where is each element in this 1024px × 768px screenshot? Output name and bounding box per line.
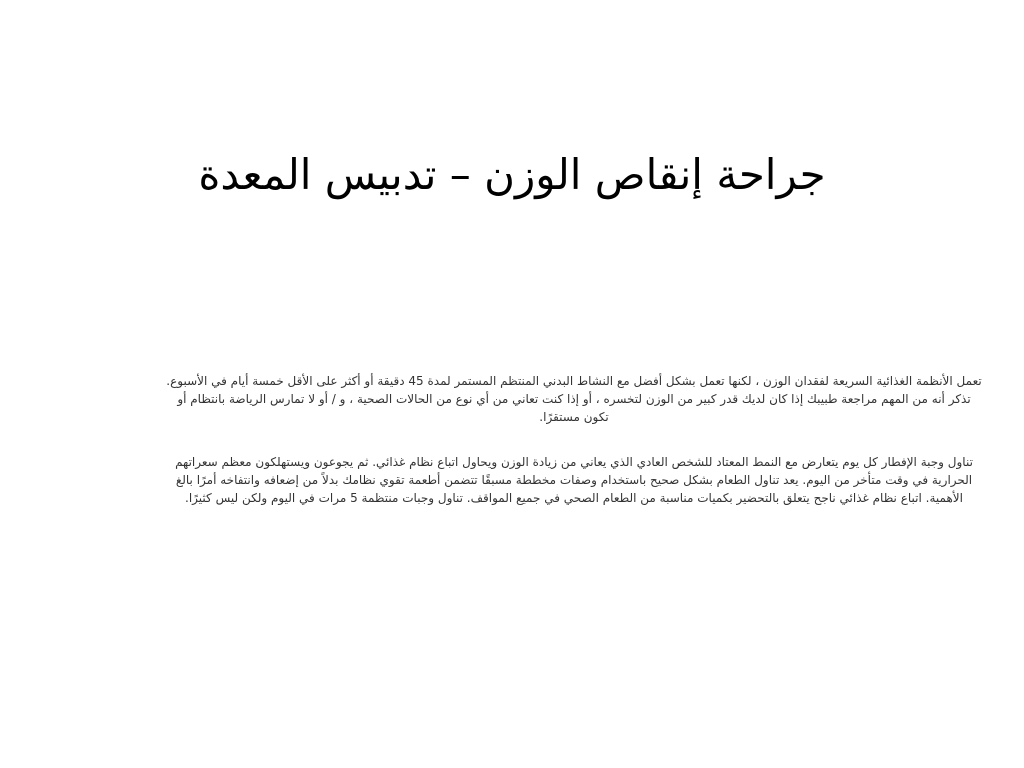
slide-body: [165, 372, 983, 534]
paragraph-2: تناول وجبة الإفطار كل يوم يتعارض مع النمط المعتاد للشخص العادي الذي يعاني من زيادة الوزن ويحاول اتباع نظام غذائي. ثم يجوعون ويستهلكون معظم سعراتهم الحرارية في وقت متأخر من اليوم. يعد تناول الطعام بشكل صحيح باستخدام وصفات مخططة مسبقًا تتضمن أطعمة تقوي نظامك بدلاً من إضعافه وانتفاخه أمرًا بالغ الأهمية. اتباع نظام غذائي ناجح يتعلق بالتحضير بكميات مناسبة من الطعام الصحي في جميع المواقف. تناول وجبات منتظمة 5 مرات في اليوم ولكن ليس كثيرًا.: [175, 455, 973, 505]
paragraph-1: تعمل الأنظمة الغذائية السريعة لفقدان الوزن ، لكنها تعمل بشكل أفضل مع النشاط البدني المنتظم المستمر لمدة 45 دقيقة أو أكثر على الأقل خمسة أيام في الأسبوع. تذكر أنه من المهم مراجعة طبيبك إذا كان لديك قدر كبير من الوزن لتخسره ، أو إذا كنت تعاني من أي نوع من الحالات الصحية ، و / أو لا تمارس الرياضة بانتظام أو تكون مستقرًا.: [166, 374, 982, 424]
slide-title: جراحة إنقاص الوزن – تدبيس المعدة: [198, 150, 826, 199]
